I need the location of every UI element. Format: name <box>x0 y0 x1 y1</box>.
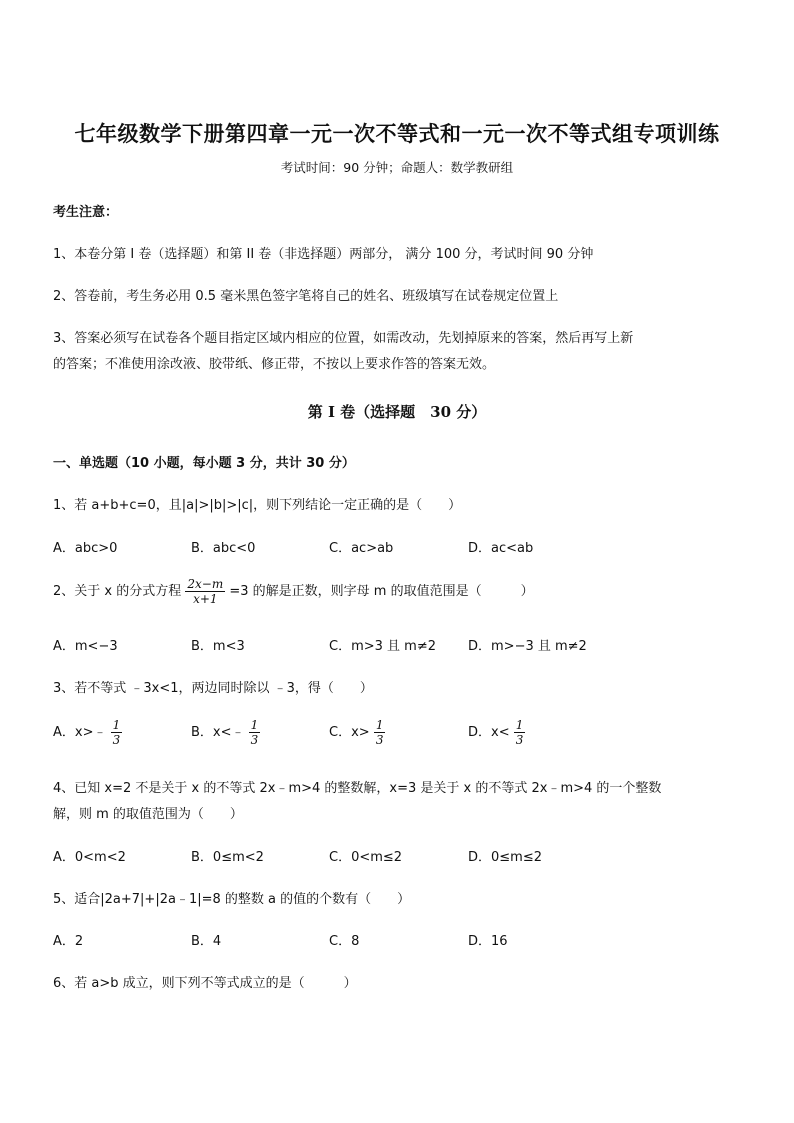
q2-fraction <box>185 577 225 606</box>
notice-item-2: 2、答卷前，考生务必用 0.5 毫米黑色签字笔将自己的姓名、班级填写在试卷规定位置上 <box>53 289 559 304</box>
q3-b-num: 1 <box>250 718 259 732</box>
question-1: 1、若 a+b+c=0，且|a|>|b|>|c|，则下列结论一定正确的是（ ） <box>53 498 462 513</box>
q3-option-c[interactable] <box>329 718 385 747</box>
q4-option-b[interactable]: B．0≤m<2 <box>191 850 264 865</box>
q2-option-c[interactable]: C．m>3 且 m≠2 <box>329 639 436 654</box>
notice-heading: 考生注意： <box>53 205 119 220</box>
q4-option-c[interactable]: C．0<m≤2 <box>329 850 403 865</box>
q2-suffix: =3 的解是正数，则字母 m 的取值范围是（ ） <box>229 584 534 599</box>
q4-option-d[interactable]: D．0≤m≤2 <box>468 850 543 865</box>
q3-b-fraction <box>249 718 261 747</box>
q3-d-fraction <box>514 718 526 747</box>
question-4: 4、已知 x=2 不是关于 x 的不等式 2x﹣m>4 的整数解，x=3 是关于 x 的不等式 2x﹣m>4 的一个整数 <box>53 781 662 796</box>
section-title: 第 I 卷（选择题 30 分） <box>307 403 487 421</box>
q3-c-num: 1 <box>375 718 384 732</box>
q1-option-a[interactable]: A．abc>0 <box>53 541 118 556</box>
notice-item-1: 1、本卷分第 I 卷（选择题）和第 II 卷（非选择题）两部分， 满分 100 分，考试时间 90 分钟 <box>53 247 594 262</box>
q3-a-den: 3 <box>112 733 121 747</box>
q3-option-b[interactable] <box>191 718 260 747</box>
q2-option-b[interactable]: B．m<3 <box>191 639 245 654</box>
q5-option-c[interactable]: C．8 <box>329 934 360 949</box>
question-2 <box>53 577 534 606</box>
q4-option-a[interactable]: A．0<m<2 <box>53 850 126 865</box>
q5-option-d[interactable]: D．16 <box>468 934 508 949</box>
q3-a-label: A．x>﹣ <box>53 725 107 740</box>
question-6: 6、若 a>b 成立，则下列不等式成立的是（ ） <box>53 976 357 991</box>
q1-option-d[interactable]: D．ac<ab <box>468 541 534 556</box>
part-heading: 一、单选题（10 小题，每小题 3 分，共计 30 分） <box>53 456 355 471</box>
q3-a-fraction <box>111 718 123 747</box>
notice-item-3-cont: 的答案；不准使用涂改液、胶带纸、修正带，不按以上要求作答的答案无效。 <box>53 357 496 372</box>
q3-a-num: 1 <box>112 718 121 732</box>
q3-d-label: D．x< <box>468 725 510 740</box>
q3-option-a[interactable] <box>53 718 122 747</box>
page-title: 七年级数学下册第四章一元一次不等式和一元一次不等式组专项训练 <box>74 121 720 146</box>
q3-c-den: 3 <box>375 733 384 747</box>
q2-prefix: 2、关于 x 的分式方程 <box>53 584 182 599</box>
question-3: 3、若不等式 ﹣3x<1，两边同时除以 ﹣3，得（ ） <box>53 681 373 696</box>
q2-option-d[interactable]: D．m>−3 且 m≠2 <box>468 639 587 654</box>
question-5: 5、适合|2a+7|+|2a﹣1|=8 的整数 a 的值的个数有（ ） <box>53 892 411 907</box>
q3-option-d[interactable] <box>468 718 525 747</box>
q3-b-label: B．x<﹣ <box>191 725 245 740</box>
q5-option-b[interactable]: B．4 <box>191 934 222 949</box>
question-4-cont: 解，则 m 的取值范围为（ ） <box>53 807 243 822</box>
exam-info: 考试时间：90 分钟；命题人：数学教研组 <box>280 160 514 175</box>
q2-option-a[interactable]: A．m<−3 <box>53 639 118 654</box>
q3-b-den: 3 <box>250 733 259 747</box>
q2-frac-num: 2x−m <box>187 577 224 591</box>
notice-item-3: 3、答案必须写在试卷各个题目指定区域内相应的位置，如需改动，先划掉原来的答案，然后再写上新 <box>53 331 634 346</box>
q3-d-den: 3 <box>515 733 524 747</box>
q1-option-b[interactable]: B．abc<0 <box>191 541 256 556</box>
q3-c-fraction <box>374 718 386 747</box>
q3-c-label: C．x> <box>329 725 370 740</box>
q5-option-a[interactable]: A．2 <box>53 934 84 949</box>
q2-frac-den: x+1 <box>193 592 218 606</box>
q3-d-num: 1 <box>515 718 524 732</box>
q1-option-c[interactable]: C．ac>ab <box>329 541 394 556</box>
